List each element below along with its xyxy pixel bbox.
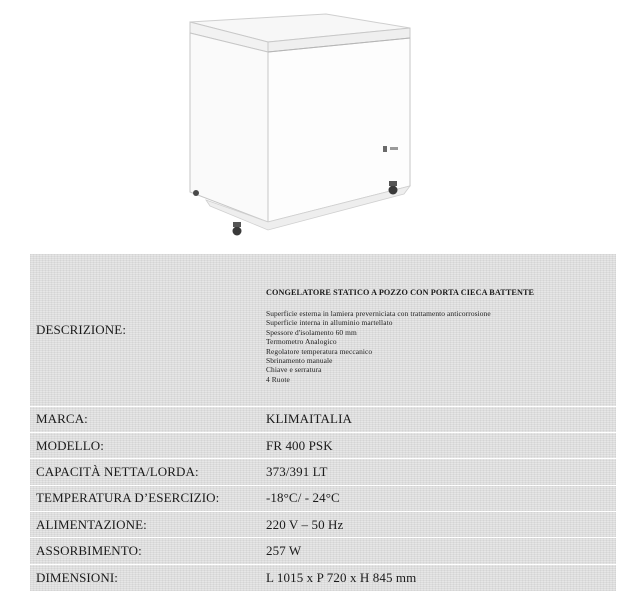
feature-item: Chiave e serratura — [266, 365, 322, 375]
capacity-value: 373/391 LT — [266, 463, 328, 479]
spec-row-capacity — [30, 459, 616, 485]
model-value: FR 400 PSK — [266, 437, 333, 453]
description-label: DESCRIZIONE: — [36, 322, 127, 337]
spec-row-power-supply — [30, 512, 616, 538]
feature-item: Sbrinamento manuale — [266, 356, 333, 366]
spec-table — [30, 254, 616, 591]
chest-freezer-illustration — [0, 0, 620, 250]
description-content — [250, 254, 616, 406]
wheel-icon — [389, 186, 398, 195]
feature-item: Superficie interna in alluminio martellato — [266, 318, 393, 328]
spec-row-model — [30, 432, 616, 458]
lock-icon — [383, 146, 387, 152]
spec-row-temperature — [30, 485, 616, 511]
feature-item: Termometro Analogico — [266, 337, 337, 347]
feature-item: Superficie esterna in lamiera preverniciata con trattamento anticorrosione — [266, 309, 491, 318]
wheel-icon — [193, 190, 199, 196]
thermometer-icon — [390, 147, 398, 150]
power-supply-label: ALIMENTAZIONE: — [36, 516, 147, 532]
brand-label: MARCA: — [36, 411, 88, 427]
spec-row-description — [30, 254, 616, 406]
temperature-label: TEMPERATURA D’ESERCIZIO: — [36, 490, 220, 506]
brand-value: KLIMAITALIA — [266, 411, 352, 427]
consumption-label: ASSORBIMENTO: — [36, 543, 142, 559]
description-title: CONGELATORE STATICO A POZZO CON PORTA CIECA BATTENTE — [266, 288, 535, 297]
feature-item: 4 Ruote — [266, 374, 290, 384]
spec-row-consumption — [30, 538, 616, 564]
spec-row-brand — [30, 406, 616, 432]
spec-row-dimensions — [30, 564, 616, 590]
consumption-value: 257 W — [266, 543, 302, 559]
model-label: MODELLO: — [36, 437, 104, 453]
feature-list — [266, 309, 616, 384]
product-image — [0, 0, 620, 250]
power-supply-value: 220 V – 50 Hz — [266, 516, 344, 532]
dimensions-value: L 1015 x P 720 x H 845 mm — [266, 569, 417, 585]
capacity-label: CAPACITÀ NETTA/LORDA: — [36, 463, 199, 479]
temperature-value: -18°C/ - 24°C — [266, 490, 340, 506]
feature-item: Regolatore temperatura meccanico — [266, 346, 373, 356]
dimensions-label: DIMENSIONI: — [36, 569, 118, 585]
feature-item: Spessore d'isolamento 60 mm — [266, 327, 357, 337]
wheel-icon — [233, 227, 242, 236]
